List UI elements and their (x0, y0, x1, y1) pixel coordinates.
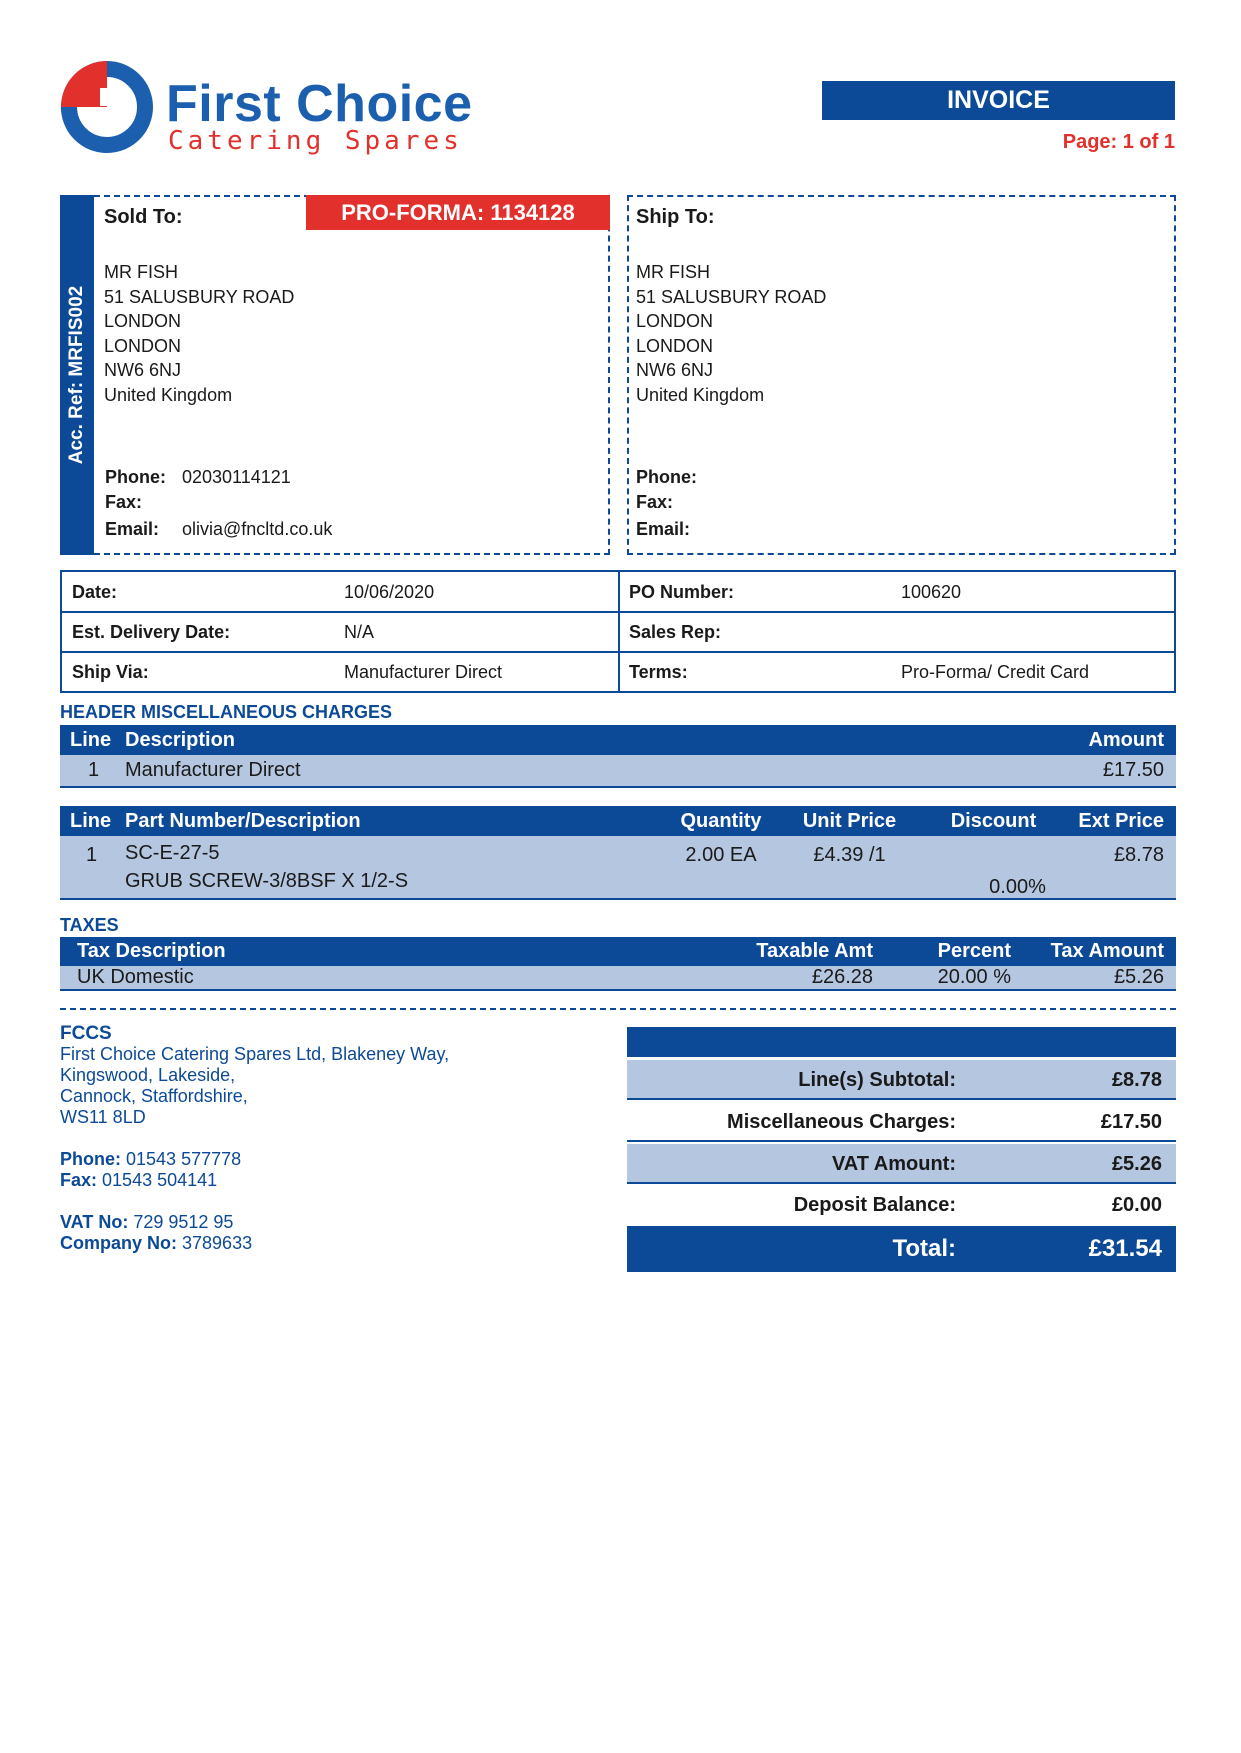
total-value: £31.54 (1088, 1235, 1162, 1262)
tax-amount: £5.26 (1113, 966, 1164, 988)
company-address-line: Kingswood, Lakeside, (60, 1065, 236, 1085)
company-address-line: Cannock, Staffordshire, (60, 1086, 248, 1106)
address-line: LONDON (104, 311, 182, 331)
col-description: Description (125, 729, 236, 751)
logo-wordmark: First Choice (166, 75, 473, 133)
misc-line: 1 (88, 759, 100, 781)
col-ext-price: Ext Price (1078, 810, 1164, 832)
deposit-value: £0.00 (1111, 1194, 1162, 1216)
misc-amount: £17.50 (1102, 759, 1164, 781)
account-ref: Acc. Ref: MRFIS002 (66, 285, 87, 465)
sold-to-address (104, 260, 294, 407)
company-short-name: FCCS (60, 1023, 112, 1044)
ship-to-address (636, 260, 826, 407)
deposit-label: Deposit Balance: (793, 1194, 956, 1216)
item-discount: 0.00% (989, 876, 1046, 898)
date-value: 10/06/2020 (344, 582, 435, 602)
sold-to-contact (105, 465, 332, 542)
tax-description: UK Domestic (77, 966, 194, 988)
col-discount: Discount (950, 810, 1037, 832)
phone-value: 02030114121 (182, 467, 291, 487)
divider (60, 1008, 1176, 1010)
taxes-section-title: TAXES (60, 915, 119, 935)
phone-label: Phone: (636, 467, 697, 487)
items-table-header (60, 806, 1176, 836)
terms-label: Terms: (629, 662, 688, 682)
email-value: olivia@fncltd.co.uk (182, 519, 333, 539)
tax-taxable-amt: £26.28 (811, 966, 873, 988)
misc-charges-value: £17.50 (1100, 1111, 1162, 1133)
tax-percent: 20.00 % (937, 966, 1011, 988)
phone-label: Phone: (105, 467, 166, 487)
ship-via-value: Manufacturer Direct (344, 662, 503, 682)
company-no-label: Company No: (60, 1233, 177, 1253)
col-taxable-amt: Taxable Amt (756, 940, 873, 962)
address-line: LONDON (636, 335, 714, 356)
po-value: 100620 (901, 582, 962, 602)
address-line: United Kingdom (636, 384, 765, 405)
item-part-number: SC-E-27-5 (125, 842, 220, 864)
company-phone-label: Phone: (60, 1149, 121, 1169)
company-info (60, 1023, 449, 1254)
page-number: Page: 1 of 1 (1062, 131, 1175, 153)
vat-no: 729 9512 95 (133, 1212, 234, 1232)
misc-table-header (60, 725, 1176, 755)
col-line: Line (70, 729, 112, 751)
address-line: MR FISH (104, 262, 178, 282)
company-phone: 01543 577778 (126, 1149, 242, 1169)
company-fax: 01543 504141 (102, 1170, 218, 1190)
vat-amount-value: £5.26 (1111, 1153, 1162, 1175)
item-quantity: 2.00 EA (685, 844, 757, 866)
totals-header-bar (627, 1027, 1176, 1057)
misc-description: Manufacturer Direct (125, 759, 301, 781)
col-quantity: Quantity (680, 810, 762, 832)
ship-to-contact (636, 465, 697, 542)
po-label: PO Number: (629, 582, 735, 602)
fax-label: Fax: (105, 492, 143, 512)
misc-section-title: HEADER MISCELLANEOUS CHARGES (60, 702, 393, 722)
email-label: Email: (636, 519, 691, 539)
company-fax-label: Fax: (60, 1170, 98, 1190)
item-unit-price: £4.39 /1 (813, 844, 886, 866)
address-line: MR FISH (636, 262, 710, 282)
address-line: LONDON (636, 311, 714, 331)
proforma-badge: PRO-FORMA: 1134128 (306, 195, 610, 230)
table-row (60, 755, 1176, 788)
col-part: Part Number/Description (125, 810, 361, 832)
ship-to-title: Ship To: (636, 206, 715, 228)
deposit-row (627, 1185, 1176, 1225)
delivery-value: N/A (344, 622, 375, 642)
company-no: 3789633 (182, 1233, 253, 1253)
address-line: 51 SALUSBURY ROAD (636, 286, 827, 307)
date-label: Date: (72, 582, 118, 602)
col-percent: Percent (937, 940, 1011, 962)
table-row (60, 836, 1176, 900)
fax-label: Fax: (636, 492, 674, 512)
subtotal-label: Line(s) Subtotal: (798, 1069, 956, 1091)
address-line: NW6 6NJ (636, 360, 714, 380)
company-address-line: WS11 8LD (60, 1107, 146, 1127)
terms-value: Pro-Forma/ Credit Card (901, 662, 1090, 682)
item-line: 1 (86, 844, 98, 866)
vat-amount-label: VAT Amount: (831, 1153, 956, 1175)
vat-row (627, 1144, 1176, 1184)
col-amount: Amount (1088, 729, 1164, 751)
delivery-label: Est. Delivery Date: (72, 622, 231, 642)
address-line: LONDON (104, 335, 182, 356)
table-row (60, 966, 1176, 991)
col-tax-description: Tax Description (77, 940, 226, 962)
company-address-line: First Choice Catering Spares Ltd, Blakeney Way, (60, 1044, 450, 1064)
order-info-grid (60, 570, 1176, 693)
document-title: INVOICE (822, 81, 1175, 120)
item-description: GRUB SCREW-3/8BSF X 1/2-S (125, 870, 409, 892)
col-line: Line (70, 810, 112, 832)
address-line: United Kingdom (104, 384, 233, 405)
logo-tagline: Catering Spares (168, 126, 463, 156)
total-label: Total: (892, 1235, 956, 1262)
subtotal-value: £8.78 (1111, 1069, 1162, 1091)
subtotal-row (627, 1060, 1176, 1100)
misc-charges-label: Miscellaneous Charges: (727, 1111, 956, 1133)
misc-charges-row (627, 1102, 1176, 1142)
taxes-table-header (60, 937, 1176, 966)
vat-no-label: VAT No: (60, 1212, 129, 1232)
address-line: 51 SALUSBURY ROAD (104, 286, 295, 307)
address-line: NW6 6NJ (104, 360, 182, 380)
sales-rep-label: Sales Rep: (629, 622, 722, 642)
grand-total-row (627, 1226, 1176, 1272)
account-ref-bar (60, 195, 94, 555)
item-ext-price: £8.78 (1113, 844, 1164, 866)
ship-via-label: Ship Via: (72, 662, 149, 682)
email-label: Email: (105, 519, 160, 539)
sold-to-title: Sold To: (104, 206, 183, 228)
company-logo-icon (60, 60, 155, 155)
col-tax-amount: Tax Amount (1050, 940, 1164, 962)
col-unit-price: Unit Price (802, 810, 897, 832)
